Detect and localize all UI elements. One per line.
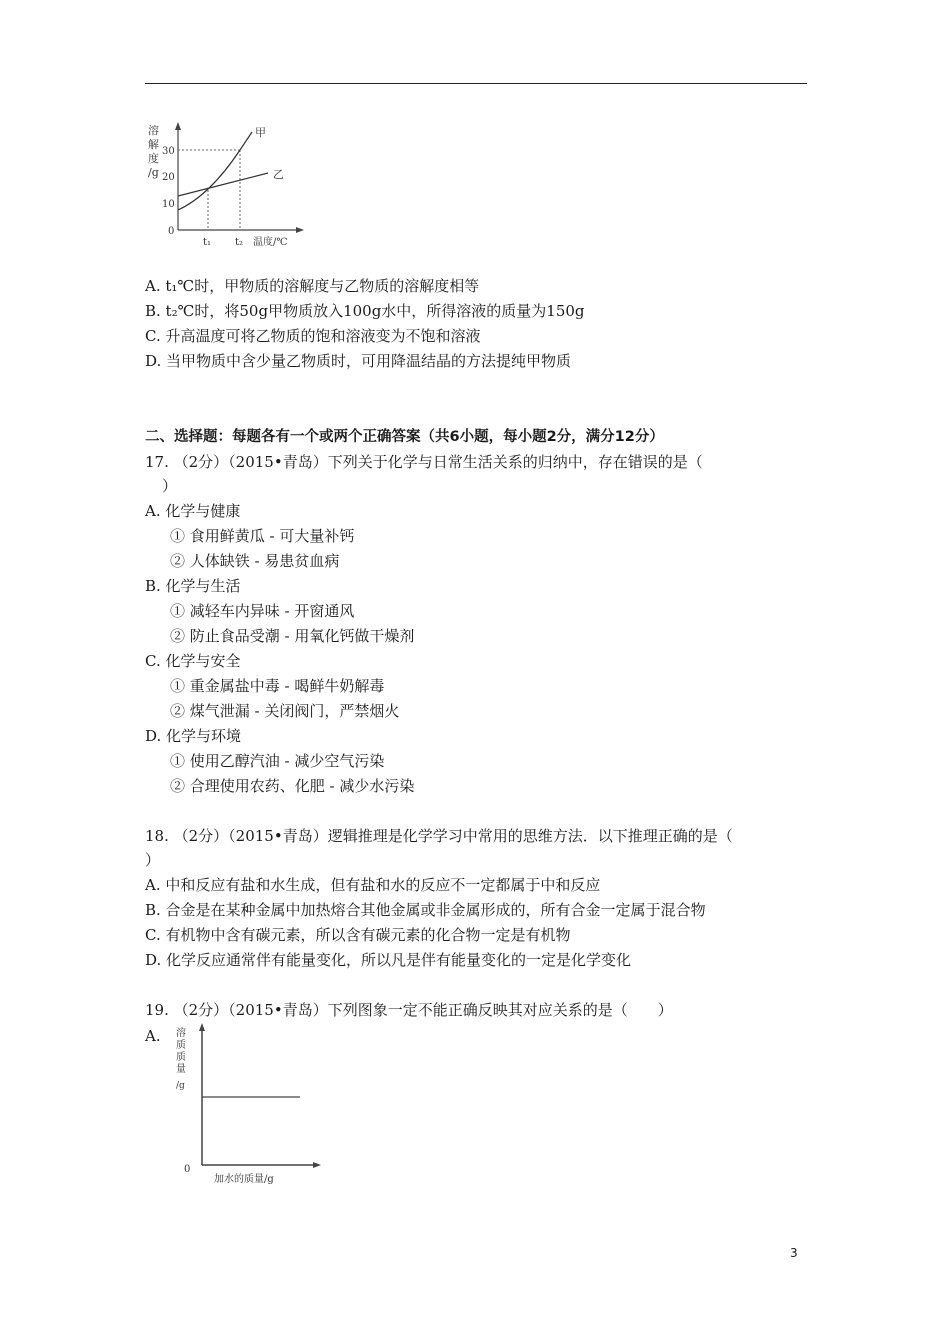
- q18-option-c: C. 有机物中含有碳元素，所以含有碳元素的化合物一定是有机物: [145, 926, 571, 944]
- svg-text:/g: /g: [148, 166, 159, 179]
- y-tick: 20: [162, 172, 175, 183]
- q18-stem: 18. （2分）（2015•青岛）逻辑推理是化学学习中常用的思维方法．以下推理正确的是（: [145, 827, 733, 845]
- curve-yi: [178, 173, 268, 196]
- section-title: 二、选择题：每题各有一个或两个正确答案（共6小题，每小题2分，满分12分）: [145, 429, 664, 445]
- svg-text:量: 量: [176, 1064, 186, 1075]
- q18-option-b: B. 合金是在某种金属中加热熔合其他金属或非金属形成的，所有合金一定属于混合物: [145, 901, 706, 919]
- q17-stem-close: ）: [162, 477, 178, 495]
- svg-text:质: 质: [176, 1052, 186, 1063]
- x-tick: t₁: [203, 237, 212, 248]
- solute-mass-chart: [170, 1020, 330, 1190]
- q17-line: ② 人体缺铁 - 易患贫血病: [170, 552, 340, 570]
- x-tick: t₂: [235, 237, 244, 248]
- svg-text:度: 度: [148, 152, 159, 165]
- q18-stem-close: ）: [145, 851, 161, 869]
- svg-text:/g: /g: [176, 1081, 185, 1091]
- curve-jia-label: 甲: [255, 126, 266, 139]
- y-tick: 30: [162, 146, 175, 157]
- q17-line: A. 化学与健康: [145, 502, 241, 520]
- y-axis-label: 溶: [176, 1028, 186, 1039]
- header-rule: [145, 83, 807, 84]
- q17-line: ① 使用乙醇汽油 - 减少空气污染: [170, 752, 385, 770]
- q17-line: ① 食用鲜黄瓜 - 可大量补钙: [170, 527, 355, 545]
- q16-option-a: A. t₁℃时，甲物质的溶解度与乙物质的溶解度相等: [145, 277, 480, 295]
- origin-label: 0: [184, 1164, 191, 1175]
- svg-text:质: 质: [176, 1040, 186, 1051]
- svg-text:解: 解: [148, 138, 159, 151]
- x-axis-label: 加水的质量/g: [214, 1174, 274, 1185]
- y-axis-label: 溶: [148, 124, 159, 137]
- y-tick: 10: [162, 199, 175, 210]
- y-tick: 0: [168, 226, 175, 237]
- curve-yi-label: 乙: [273, 168, 284, 181]
- q16-option-c: C. 升高温度可将乙物质的饱和溶液变为不饱和溶液: [145, 327, 481, 345]
- q17-line: B. 化学与生活: [145, 577, 241, 595]
- q17-line: ① 重金属盐中毒 - 喝鲜牛奶解毒: [170, 677, 385, 695]
- x-axis-label: 温度/℃: [253, 237, 288, 248]
- q16-option-d: D. 当甲物质中含少量乙物质时，可用降温结晶的方法提纯甲物质: [145, 352, 572, 370]
- q17-line: ② 煤气泄漏 - 关闭阀门，严禁烟火: [170, 702, 400, 720]
- q17-line: C. 化学与安全: [145, 652, 241, 670]
- q18-option-a: A. 中和反应有盐和水生成，但有盐和水的反应不一定都属于中和反应: [145, 876, 601, 894]
- q19-stem: 19. （2分）（2015•青岛）下列图象一定不能正确反映其对应关系的是（ ）: [145, 1001, 673, 1019]
- q18-option-d: D. 化学反应通常伴有能量变化，所以凡是伴有能量变化的一定是化学变化: [145, 951, 632, 969]
- q17-line: ② 合理使用农药、化肥 - 减少水污染: [170, 777, 415, 795]
- solubility-chart: [140, 118, 310, 256]
- q17-line: ① 减轻车内异味 - 开窗通风: [170, 602, 355, 620]
- curve-jia: [178, 132, 252, 210]
- q19-option-a: A.: [145, 1027, 161, 1045]
- q17-line: D. 化学与环境: [145, 727, 242, 745]
- q17-line: ② 防止食品受潮 - 用氧化钙做干燥剂: [170, 627, 415, 645]
- q17-stem: 17. （2分）（2015•青岛）下列关于化学与日常生活关系的归纳中，存在错误的是（: [145, 453, 703, 471]
- q16-option-b: B. t₂℃时，将50g甲物质放入100g水中，所得溶液的质量为150g: [145, 302, 585, 320]
- page-number: 3: [790, 1246, 798, 1260]
